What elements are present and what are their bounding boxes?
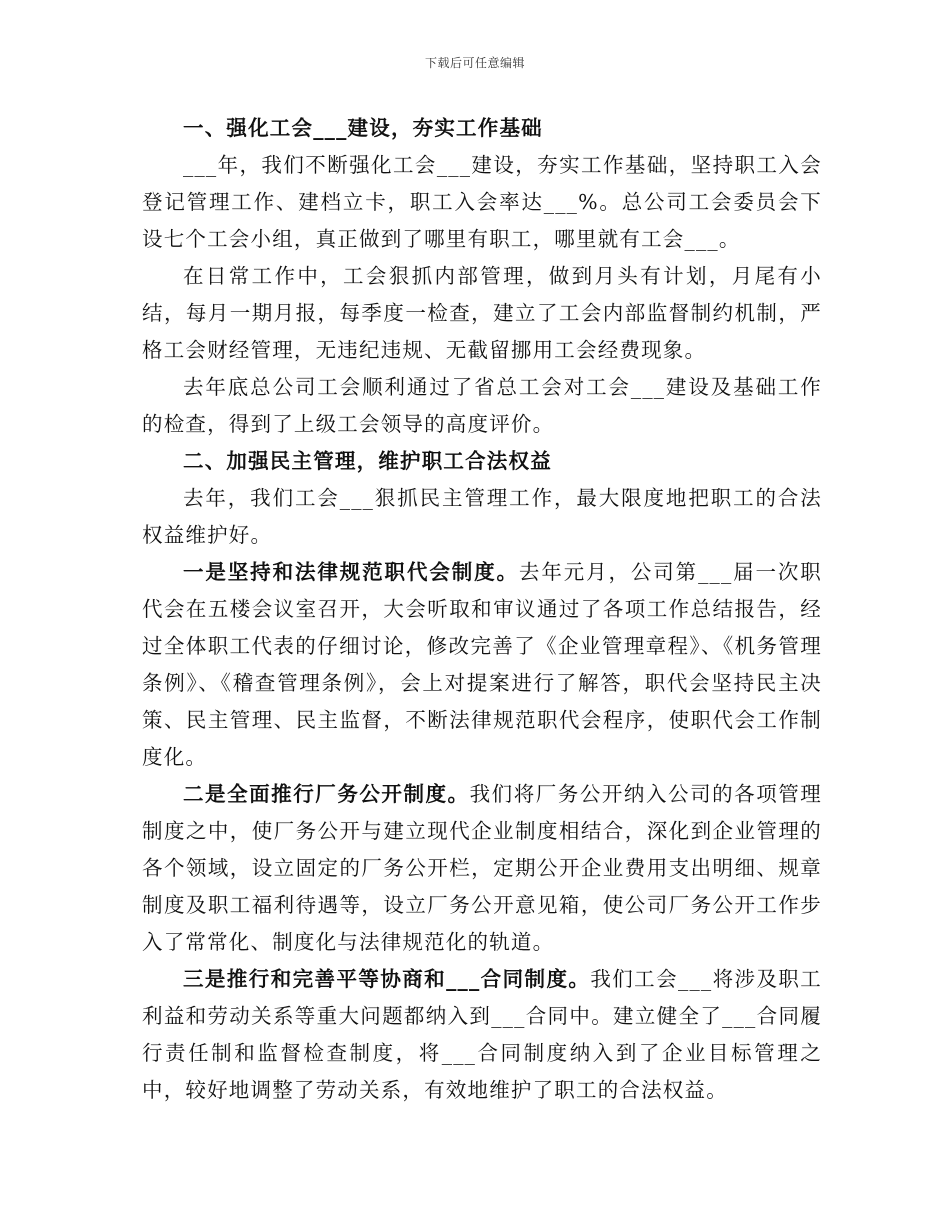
item-1-text: 去年元月，公司第___届一次职代会在五楼会议室召开，大会听取和审议通过了各项工作总结报告，经过全体职工代表的仔细讨论，修改完善了《企业管理章程》、《机务管理条例》、《稽查管理条例》，会上对提案进行了解答，职代会坚持民主决策、民主管理、民主监督，不断法律规范职代会程序，使职代会工作制度化。 [142,560,823,769]
section-1-heading: 一、强化工会___建设，夯实工作基础 [183,116,543,140]
item-3-text: 我们工会___将涉及职工利益和劳动关系等重大问题都纳入到___合同中。建立健全了___合同履行责任制和监督检查制度，将___合同制度纳入到了企业目标管理之中，较好地调整了劳动关系，有效地维护了职工的合法权益。 [142,967,822,1102]
item-2-text: 我们将厂务公开纳入公司的各项管理制度之中，使厂务公开与建立现代企业制度相结合，深化到企业管理的各个领域，设立固定的厂务公开栏，定期公开企业费用支出明细、规章制度及职工福利待遇等，设立厂务公开意见箱，使公司厂务公开工作步入了常常化、制度化与法律规范化的轨道。 [142,782,822,954]
section-1-paragraph-2: 在日常工作中，工会狠抓内部管理，做到月头有计划，月尾有小结，每月一期月报，每季度一检查，建立了工会内部监督制约机制，严格工会财经管理，无违纪违规、无截留挪用工会经费现象。 [142,264,822,362]
section-1-paragraph-1: ___年，我们不断强化工会___建设，夯实工作基础，坚持职工入会登记管理工作、建档立卡，职工入会率达___%。总公司工会委员会下设七个工会小组，真正做到了哪里有职工，哪里就有工会___。 [142,153,822,251]
section-2-item-2 [142,776,822,961]
section-2-heading: 二、加强民主管理，维护职工合法权益 [183,449,552,473]
section-1-paragraph-3: 去年底总公司工会顺利通过了省总工会对工会___建设及基础工作的检查，得到了上级工会领导的高度评价。 [142,375,822,436]
item-3-lead: 三是推行和完善平等协商和___合同制度。 [183,967,591,991]
section-2-item-3 [142,961,822,1109]
item-2-lead: 二是全面推行厂务公开制度。 [183,782,470,806]
section-2-item-1 [142,554,822,776]
document-body [142,110,822,1109]
page-header: 下载后可任意编辑 [424,56,525,70]
item-1-lead: 一是坚持和法律规范职代会制度。 [183,560,519,584]
section-2-paragraph-1: 去年，我们工会___狠抓民主管理工作，最大限度地把职工的合法权益维护好。 [142,486,822,547]
